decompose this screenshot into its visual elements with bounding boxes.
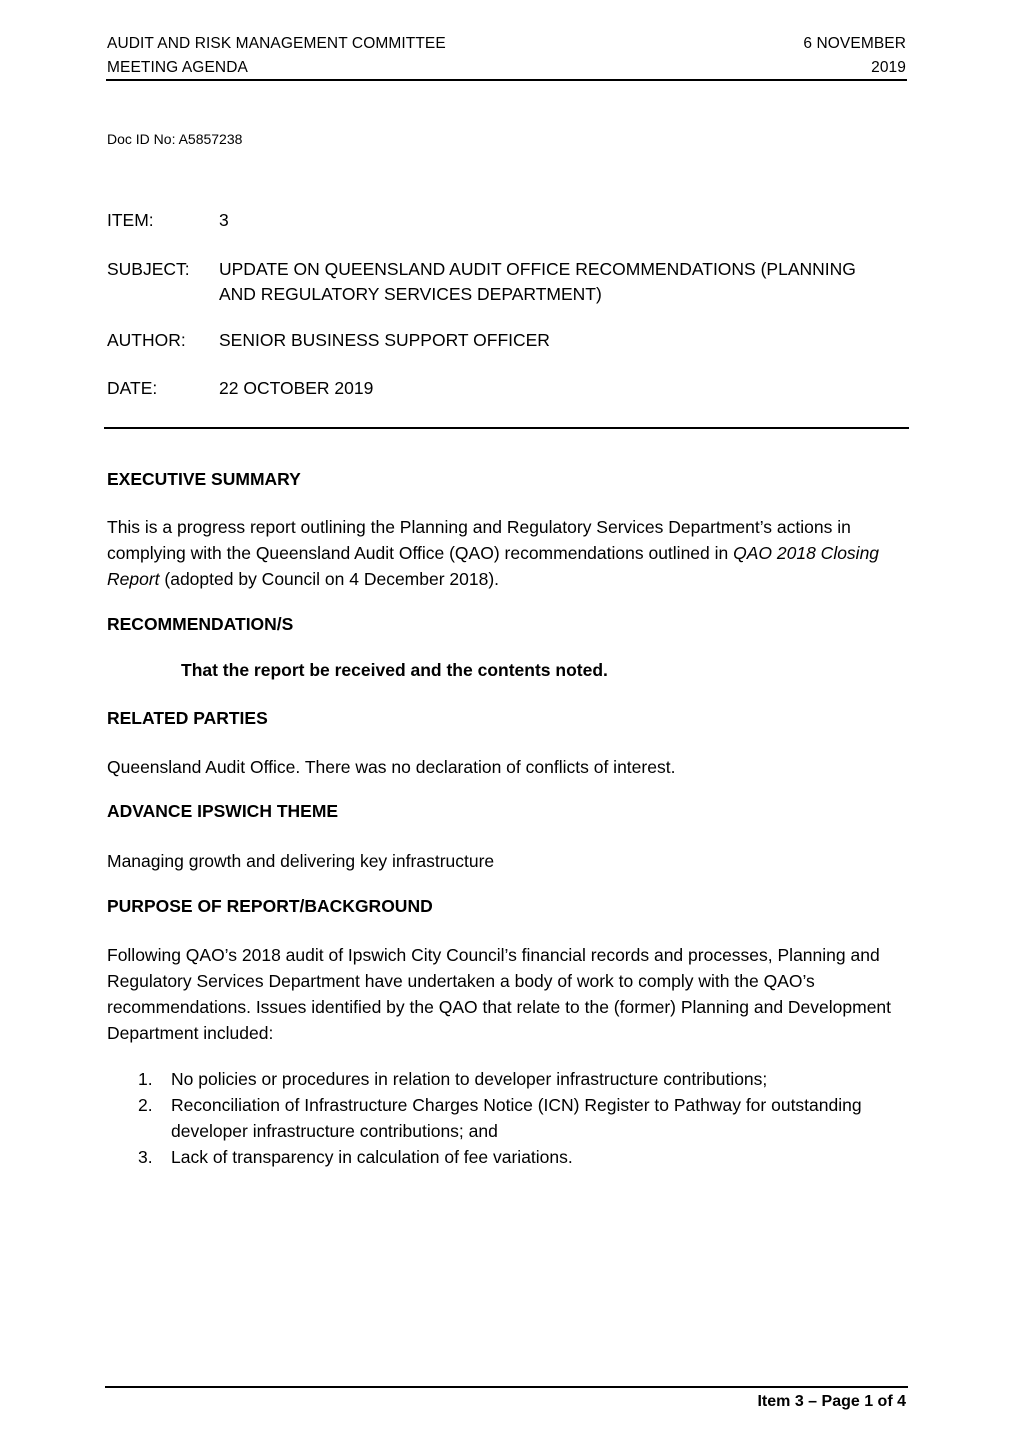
executive-summary-part-1: This is a progress report outlining the Planning and Regulatory Services Department’s actions in complying with the Queensland Audit Office (QAO) recommendations outlined in: [107, 517, 851, 563]
page-footer: Item 3 – Page 1 of 4: [757, 1393, 906, 1410]
footer-rule: [105, 1386, 908, 1388]
list-item-text: No policies or procedures in relation to developer infrastructure contributions;: [171, 1069, 768, 1089]
executive-summary-heading: EXECUTIVE SUMMARY: [107, 469, 301, 489]
agenda-label: MEETING AGENDA: [107, 59, 248, 76]
related-parties-text: Queensland Audit Office. There was no declaration of conflicts of interest.: [107, 757, 676, 777]
date-value: 22 OCTOBER 2019: [219, 378, 374, 398]
related-parties-heading: RELATED PARTIES: [107, 708, 268, 728]
executive-summary-text: [107, 514, 907, 592]
issues-list: [107, 1066, 867, 1170]
recommendations-heading: RECOMMENDATION/S: [107, 614, 294, 634]
date-label: DATE:: [107, 378, 158, 398]
list-item-number: 3.: [138, 1147, 153, 1167]
item-label: ITEM:: [107, 210, 154, 230]
doc-id: Doc ID No: A5857238: [107, 131, 243, 147]
list-item: [107, 1092, 867, 1144]
theme-text: Managing growth and delivering key infrastructure: [107, 851, 495, 871]
header-left: [107, 32, 446, 80]
committee-name: AUDIT AND RISK MANAGEMENT COMMITTEE: [107, 35, 446, 52]
author-value: SENIOR BUSINESS SUPPORT OFFICER: [219, 330, 550, 350]
list-item-text: Lack of transparency in calculation of fee variations.: [171, 1147, 573, 1167]
list-item: [107, 1066, 867, 1092]
subject-line-1: UPDATE ON QUEENSLAND AUDIT OFFICE RECOMMENDATIONS (PLANNING: [219, 259, 856, 279]
list-item-text: Reconciliation of Infrastructure Charges Notice (ICN) Register to Pathway for outstanding developer infrastructure contributions; and: [171, 1095, 862, 1141]
list-item: [107, 1144, 867, 1170]
meeting-date-year: 2019: [871, 59, 906, 76]
subject-line-2: AND REGULATORY SERVICES DEPARTMENT): [219, 284, 602, 304]
header-rule: [106, 79, 907, 81]
recommendation-text: That the report be received and the contents noted.: [181, 660, 608, 680]
purpose-text: Following QAO’s 2018 audit of Ipswich City Council’s financial records and processes, Planning and Regulatory Services Department have undertaken a body of work to comply with the QAO’s recommendations. Issues identified by the QAO that relate to the (former) Planning and Development Department included:: [107, 945, 892, 1043]
meta-rule: [104, 427, 909, 429]
author-label: AUTHOR:: [107, 330, 186, 350]
header-right: [803, 32, 906, 80]
executive-summary-part-2: (adopted by Council on 4 December 2018).: [159, 569, 500, 589]
theme-heading: ADVANCE IPSWICH THEME: [107, 801, 339, 821]
item-value: 3: [219, 210, 229, 230]
qao-report-title: QAO 2018 Closing Report: [107, 543, 880, 589]
meeting-date-day: 6 NOVEMBER: [803, 35, 906, 52]
subject-label: SUBJECT:: [107, 259, 190, 279]
list-item-number: 2.: [138, 1095, 153, 1115]
purpose-heading: PURPOSE OF REPORT/BACKGROUND: [107, 896, 433, 916]
list-item-number: 1.: [138, 1069, 153, 1089]
subject-value: [219, 257, 856, 307]
